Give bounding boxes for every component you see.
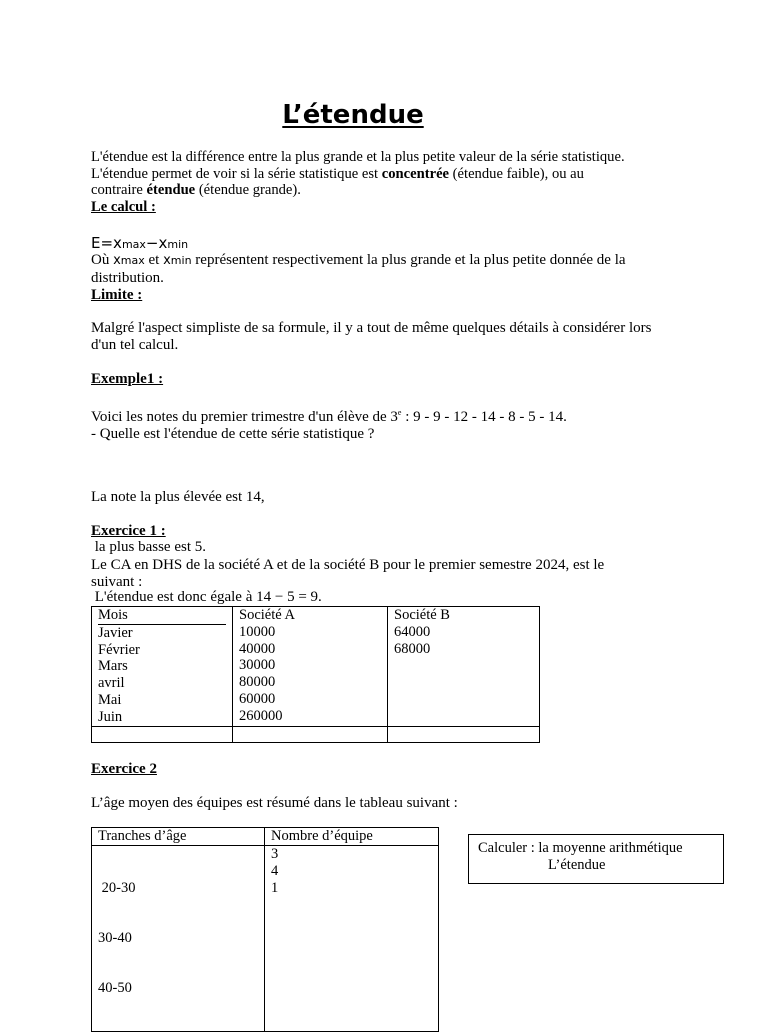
exemple-paragraph: Voici les notes du premier trimestre d'un élève de 3e : 9 - 9 - 12 - 14 - 8 - 5 - 14. - Quelle est l'étendue de cette série statistique ? <box>91 408 567 442</box>
header-nombre: Nombre d’équipe <box>265 828 439 846</box>
header-societe-b: Société B <box>394 607 450 623</box>
exemple-answer: La note la plus élevée est 14, la plus basse est 5. L'étendue est donc égale à 14 − 5 = 9. <box>91 488 322 606</box>
value-cell: 64000 <box>394 623 431 640</box>
exercice2-paragraph: L’âge moyen des équipes est résumé dans le tableau suivant : <box>91 795 458 811</box>
exemple-heading: Exemple1 : <box>91 371 164 387</box>
range-cell: 20-30 <box>98 879 136 896</box>
header-societe-a: Société A <box>239 607 295 623</box>
formula: E=xmax−xmin <box>91 234 189 252</box>
range-cell: 30-40 <box>98 929 132 946</box>
value-cell: 30000 <box>239 657 276 674</box>
concentree-term: concentrée <box>381 165 450 182</box>
value-cell: 40000 <box>239 640 276 657</box>
intro-line-3: contraire étendue (étendue grande). <box>91 182 301 199</box>
count-cell: 1 <box>271 879 279 896</box>
count-cell: 4 <box>271 862 279 879</box>
limite-heading: Limite : <box>91 286 143 303</box>
value-cell: 60000 <box>239 690 276 707</box>
ca-table <box>91 606 540 743</box>
header-tranches: Tranches d’âge <box>92 828 265 846</box>
header-mois: Mois <box>98 607 226 625</box>
month-cell: Mars <box>98 658 128 675</box>
exercice1-paragraph: Le CA en DHS de la société A et de la société B pour le premier semestre 2024, est le suivant : <box>91 557 605 590</box>
intro-line-1: L'étendue est la différence entre la plus grande et la plus petite valeur de la série statistique. <box>91 149 625 165</box>
instructions-box: Calculer : la moyenne arithmétique L’étendue <box>468 834 724 884</box>
calc-heading: Le calcul : <box>91 199 156 216</box>
value-cell: 68000 <box>394 640 431 657</box>
ranges-column <box>92 846 265 1032</box>
societe-b-column <box>388 607 540 727</box>
count-cell: 3 <box>271 846 279 862</box>
age-table <box>91 827 439 1032</box>
month-cell: avril <box>98 675 125 692</box>
empty-cell <box>388 727 540 743</box>
value-cell: 80000 <box>239 674 276 691</box>
formula-description: Où xmax et xmin représentent respectivement la plus grande et la plus petite donnée de la distribution. Limite : <box>91 252 626 303</box>
societe-a-column <box>233 607 388 727</box>
month-cell: Février <box>98 641 140 658</box>
month-cell: Mai <box>98 691 122 708</box>
etendue-term: étendue <box>146 182 196 199</box>
month-cell: Javier <box>98 624 133 641</box>
month-cell: Juin <box>98 708 123 725</box>
value-cell: 10000 <box>239 623 276 640</box>
counts-column <box>265 846 439 1032</box>
intro-line-2: L'étendue permet de voir si la série statistique est concentrée (étendue faible), ou au <box>91 165 584 182</box>
limite-paragraph: Malgré l'aspect simpliste de sa formule, il y a tout de même quelques détails à considérer lors d'un tel calcul. <box>91 320 652 353</box>
page-title: L’étendue <box>282 100 424 130</box>
empty-cell <box>233 727 388 743</box>
exercice2-heading: Exercice 2 <box>91 761 157 777</box>
exercice1-heading: Exercice 1 : <box>91 523 166 539</box>
month-column <box>92 607 233 727</box>
range-cell: 40-50 <box>98 980 132 997</box>
value-cell: 260000 <box>239 707 283 724</box>
empty-cell <box>92 727 233 743</box>
intro-paragraph <box>91 149 625 216</box>
